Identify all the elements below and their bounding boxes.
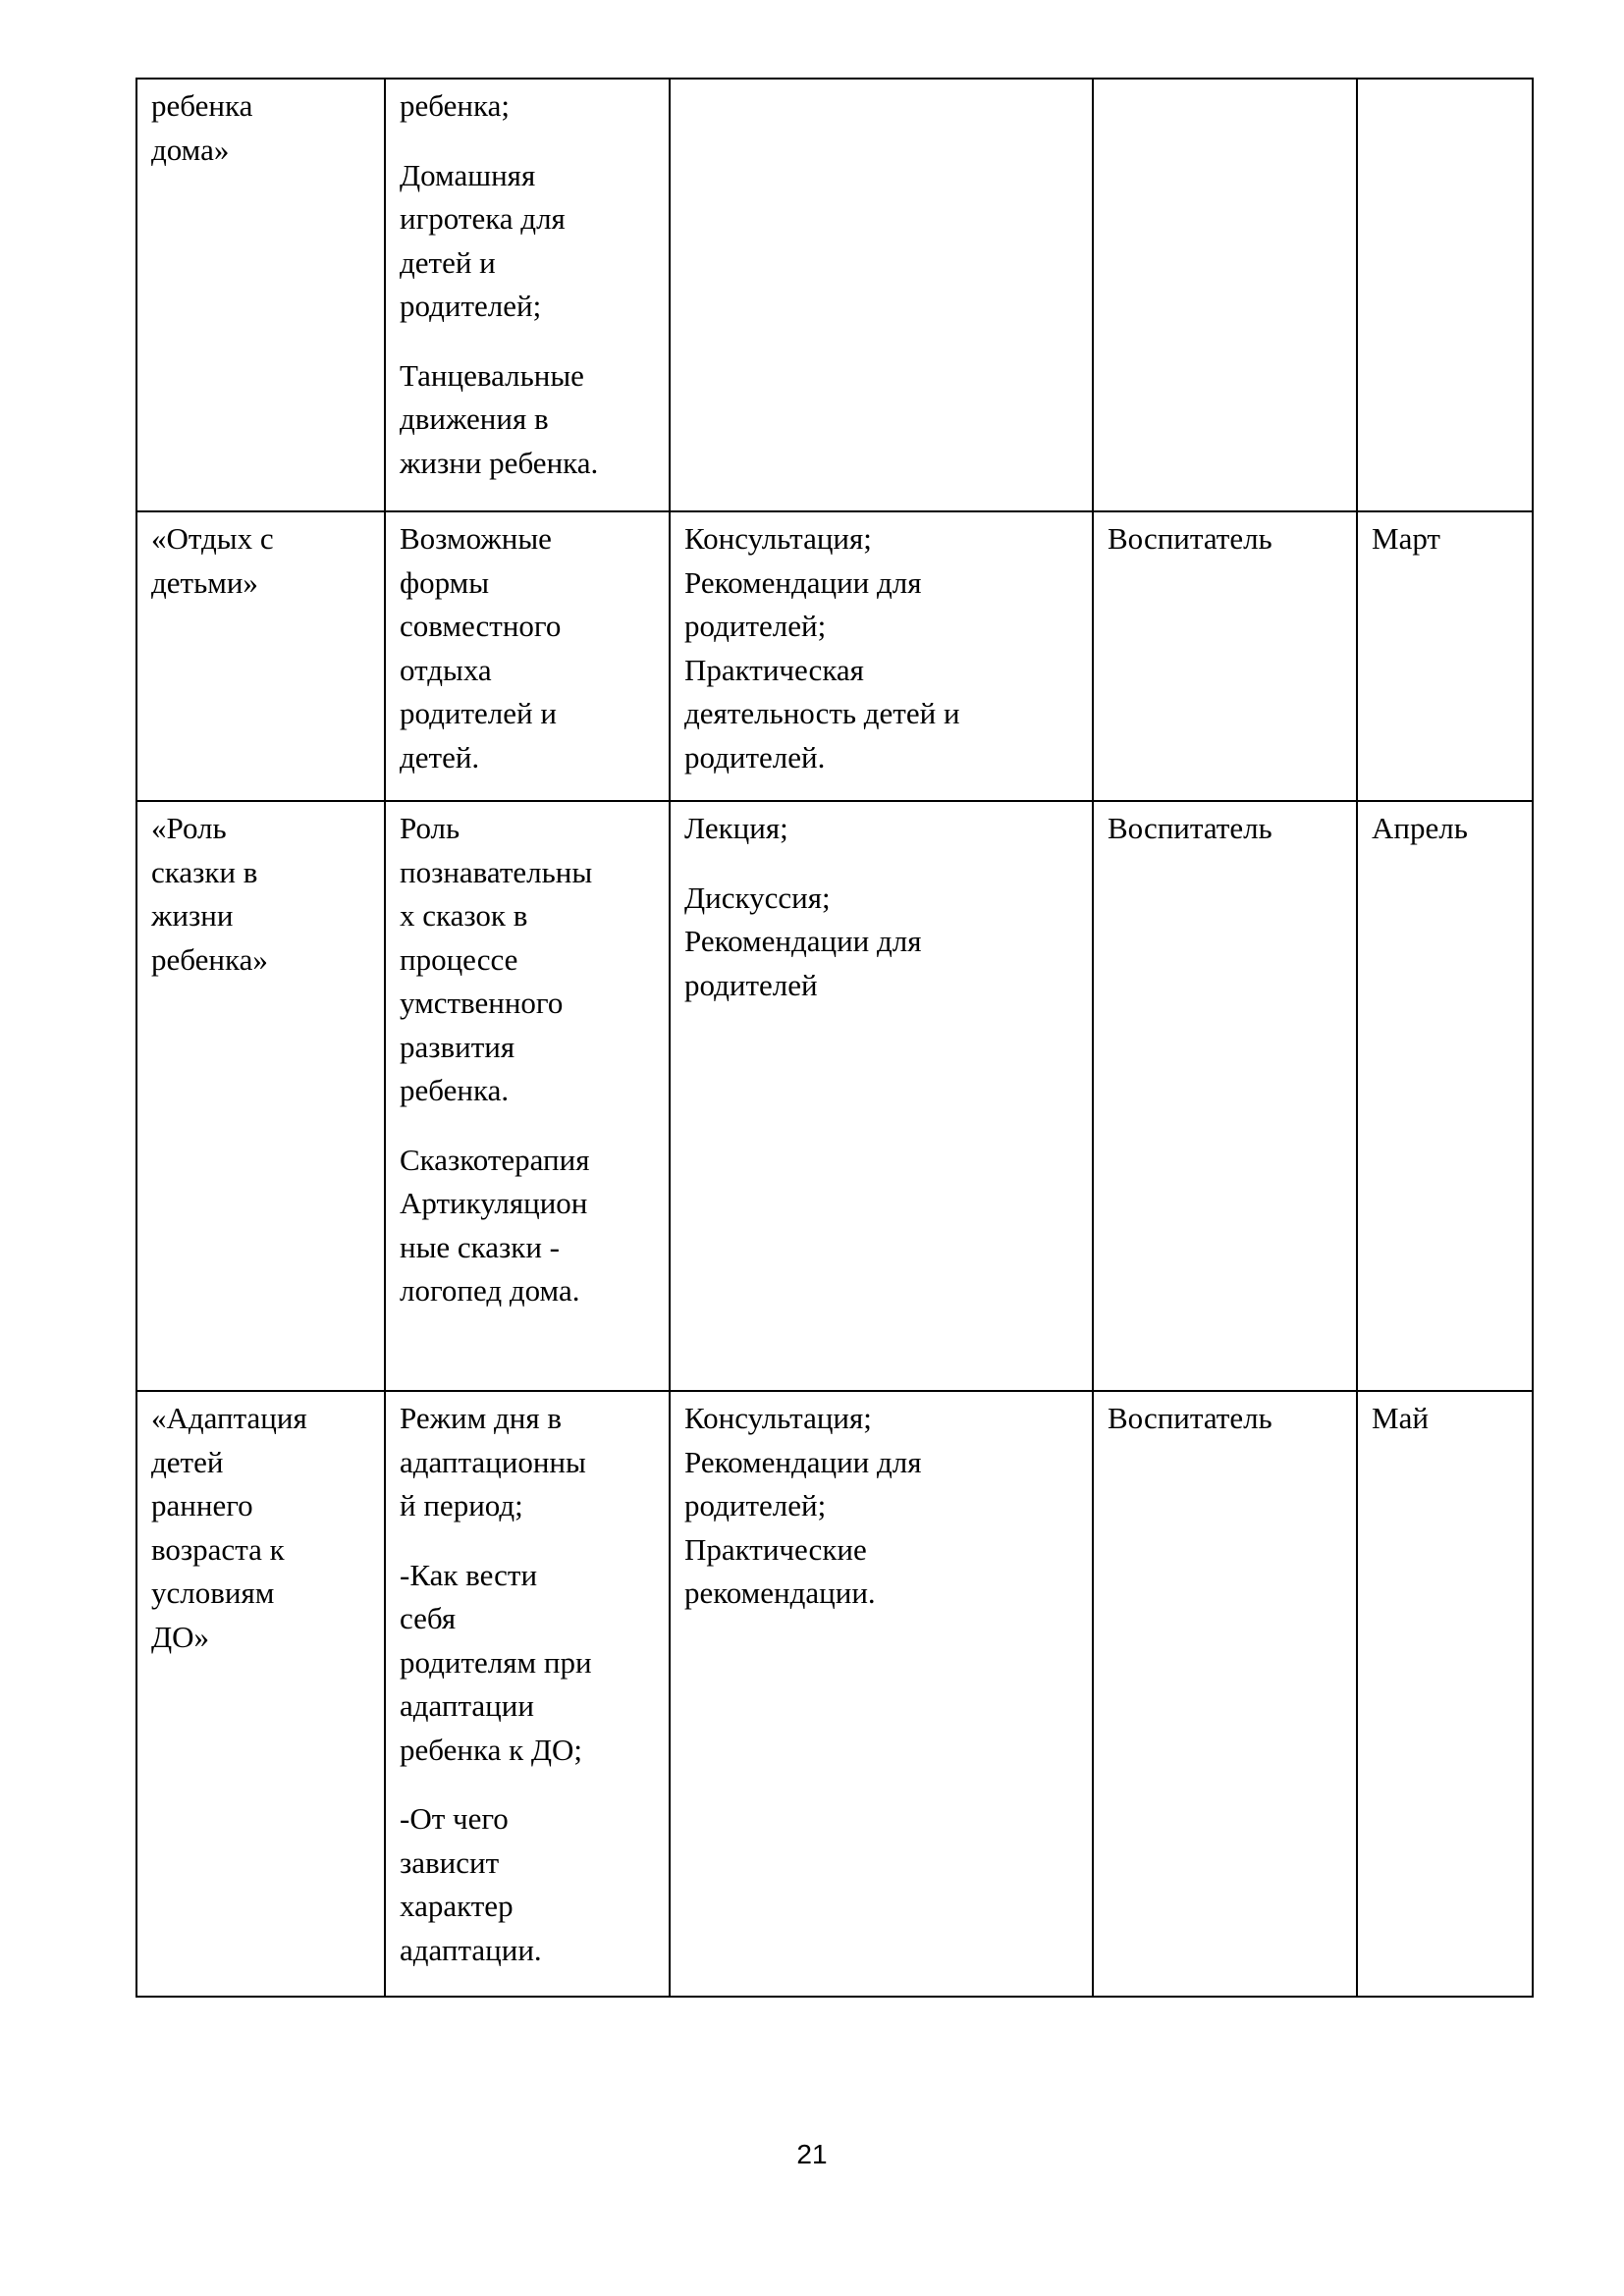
page-number: 21 bbox=[796, 2139, 828, 2169]
cell-paragraph: -Как вести себя родителям при адаптации ребенка к ДО; bbox=[400, 1557, 592, 1767]
cell-paragraph: Лекция; bbox=[684, 811, 788, 845]
cell-paragraph: Дискуссия; Рекомендации для родителей bbox=[684, 880, 922, 1002]
cell-paragraph: Танцевальные движения в жизни ребенка. bbox=[400, 357, 599, 480]
cell-paragraph: Консультация; Рекомендации для родителей; Практические рекомендации. bbox=[684, 1401, 922, 1610]
form-cell bbox=[670, 511, 1093, 801]
cell-paragraph: Воспитатель bbox=[1108, 811, 1272, 845]
cell-paragraph: Возможные формы совместного отдыха родителей и детей. bbox=[400, 521, 562, 774]
cell-paragraph: Март bbox=[1372, 521, 1440, 556]
table-body bbox=[136, 79, 1533, 1997]
responsible-cell bbox=[1093, 1391, 1357, 1997]
month-cell bbox=[1357, 801, 1533, 1391]
responsible-cell bbox=[1093, 511, 1357, 801]
cell-paragraph: -От чего зависит характер адаптации. bbox=[400, 1801, 542, 1967]
topic-cell bbox=[136, 801, 385, 1391]
parent-work-plan-table bbox=[135, 78, 1534, 1998]
cell-paragraph: ребенка дома» bbox=[151, 88, 253, 167]
cell-paragraph: Апрель bbox=[1372, 811, 1468, 845]
cell-paragraph: Май bbox=[1372, 1401, 1429, 1435]
cell-paragraph: Сказкотерапия Артикуляцион ные сказки - логопед дома. bbox=[400, 1142, 590, 1308]
content-cell bbox=[385, 79, 670, 511]
table-row bbox=[136, 1391, 1533, 1997]
cell-paragraph: «Роль сказки в жизни ребенка» bbox=[151, 811, 268, 977]
topic-cell bbox=[136, 79, 385, 511]
table-row bbox=[136, 801, 1533, 1391]
form-cell bbox=[670, 801, 1093, 1391]
content-cell bbox=[385, 1391, 670, 1997]
form-cell bbox=[670, 1391, 1093, 1997]
cell-paragraph: Воспитатель bbox=[1108, 521, 1272, 556]
topic-cell bbox=[136, 1391, 385, 1997]
month-cell bbox=[1357, 1391, 1533, 1997]
cell-paragraph: «Адаптация детей раннего возраста к условиям ДО» bbox=[151, 1401, 307, 1654]
cell-paragraph: ребенка; bbox=[400, 88, 510, 123]
responsible-cell bbox=[1093, 79, 1357, 511]
cell-paragraph: Роль познавательны х сказок в процессе умственного развития ребенка. bbox=[400, 811, 593, 1107]
month-cell bbox=[1357, 79, 1533, 511]
content-cell bbox=[385, 801, 670, 1391]
table-row bbox=[136, 79, 1533, 511]
cell-paragraph: Консультация; Рекомендации для родителей; Практическая деятельность детей и родителей. bbox=[684, 521, 960, 774]
content-cell bbox=[385, 511, 670, 801]
form-cell bbox=[670, 79, 1093, 511]
table-row bbox=[136, 511, 1533, 801]
cell-paragraph: Домашняя игротека для детей и родителей; bbox=[400, 157, 566, 323]
cell-paragraph: «Отдых с детьми» bbox=[151, 521, 274, 600]
responsible-cell bbox=[1093, 801, 1357, 1391]
cell-paragraph: Режим дня в адаптационны й период; bbox=[400, 1401, 586, 1522]
topic-cell bbox=[136, 511, 385, 801]
month-cell bbox=[1357, 511, 1533, 801]
cell-paragraph: Воспитатель bbox=[1108, 1401, 1272, 1435]
